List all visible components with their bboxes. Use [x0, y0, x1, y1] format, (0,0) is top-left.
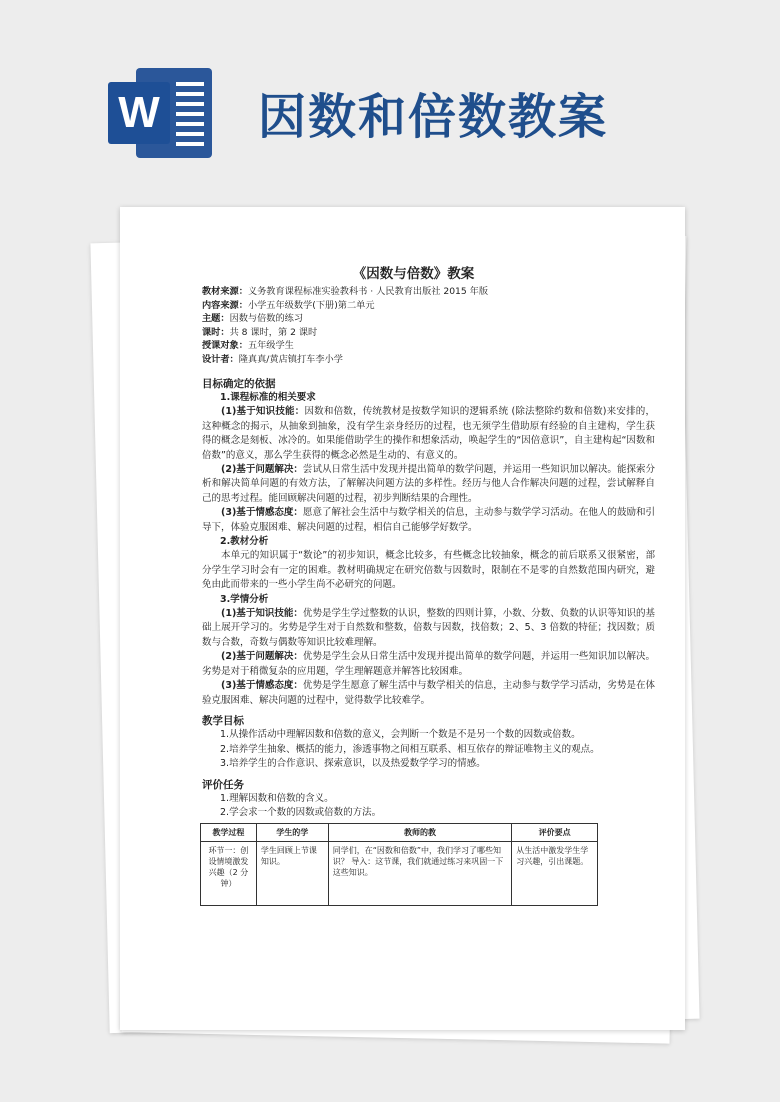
subheading-textbook: 2.教材分析	[220, 536, 269, 548]
list-item: 1.从操作活动中理解因数和倍数的意义，会判断一个数是不是另一个数的因数或倍数。	[220, 729, 581, 741]
word-app-icon	[108, 68, 212, 158]
list-item: 2.学会求一个数的因数或倍数的方法。	[220, 807, 382, 819]
table-cell-eval: 从生活中激发学生学习兴趣，引出课题。	[512, 841, 598, 905]
meta-row: 主题：因数与倍数的练习	[202, 313, 304, 325]
meta-row: 课时：共 8 课时，第 2 课时	[202, 326, 318, 338]
table-cell-student: 学生回顾上节课知识。	[256, 841, 328, 905]
meta-row: 内容来源：小学五年级数学(下册)第二单元	[202, 299, 375, 311]
paragraph: (1)基于知识技能：因数和倍数，传统教材是按数学知识的逻辑系统 (除法整除约数和倍数)来安排的，这种概念的揭示，从抽象到抽象，没有学生亲身经历的过程，也无须学生借助原有经验的自主建构，学生获得的概念是刻板、冰冷的。如果能借助学生的操作和想象活动，唤起学生的“因倍意识”，自主建构起“因数和倍数”的意义，那么学生获得的概念必然是生动的、有意义的。	[202, 406, 656, 461]
table-header: 学生的学	[256, 823, 328, 841]
banner-title: 因数和倍数教案	[258, 89, 609, 145]
paragraph: (2)基于问题解决：优势是学生会从日常生活中发现并提出简单的数学问题，并运用一些知识加以解决。劣势是对于稍微复杂的应用题，学生理解题意并解答比较困难。	[202, 651, 655, 677]
lesson-table	[200, 823, 598, 906]
subheading-learners: 3.学情分析	[220, 593, 269, 605]
document-page	[120, 207, 685, 1030]
table-header: 教学过程	[201, 823, 257, 841]
section-heading-basis: 目标确定的依据	[202, 377, 276, 390]
meta-row: 教材来源：义务教育课程标准实验教科书 · 人民教育出版社 2015 年版	[202, 286, 489, 297]
meta-row: 设计者：隆真真/黄店镇打车李小学	[202, 353, 343, 365]
subheading-standards: 1.课程标准的相关要求	[220, 391, 316, 403]
section-heading-assessment: 评价任务	[202, 778, 244, 791]
list-item: 3.培养学生的合作意识、探索意识，以及热爱数学学习的情感。	[220, 758, 486, 770]
paragraph: (1)基于知识技能：优势是学生学过整数的认识，整数的四则计算，小数、分数、负数的认识等知识的基础上展开学习的。劣势是学生对于自然数和整数，倍数与因数，找倍数；2、5、3 倍数的特征；找因数；质数与合数，奇数与偶数等知识比较难理解。	[202, 608, 655, 648]
section-heading-objectives: 教学目标	[202, 714, 244, 727]
document-title: 《因数与倍数》教案	[352, 266, 475, 282]
paragraph: 本单元的知识属于“数论”的初步知识，概念比较多，有些概念比较抽象，概念的前后联系又很紧密，部分学生学习时会有一定的困难。教材明确规定在研究倍数与因数时，限制在不是零的自然数范围内研究，避免由此而带来的一些小学生尚不必研究的问题。	[202, 550, 655, 591]
list-item: 1.理解因数和倍数的含义。	[220, 792, 334, 804]
table-header-row	[201, 823, 598, 841]
table-header: 评价要点	[512, 823, 598, 841]
meta-row: 授课对象：五年级学生	[202, 340, 294, 352]
banner	[0, 0, 780, 200]
list-item: 2.培养学生抽象、概括的能力，渗透事物之间相互联系、相互依存的辩证唯物主义的观点。	[220, 743, 600, 755]
meta-block	[202, 285, 655, 367]
paragraph: (2)基于问题解决：尝试从日常生活中发现并提出简单的数学问题，并运用一些知识加以解决。能探索分析和解决简单问题的有效方法，了解解决问题方法的多样性。经历与他人合作解决问题的过程，尝试解释自己的思考过程。能回顾解决问题的过程，初步判断结果的合理性。	[202, 464, 655, 504]
table-row	[201, 841, 598, 905]
table-header: 教师的教	[328, 823, 511, 841]
word-letter-badge: W	[108, 82, 170, 144]
paragraph: (3)基于情感态度：愿意了解社会生活中与数学相关的信息，主动参与数学学习活动。在他人的鼓励和引导下，体验克服困难、解决问题的过程，相信自己能够学好数学。	[202, 507, 655, 533]
table-cell-teacher: 同学们，在“因数和倍数”中，我们学习了哪些知识？ 导入：这节课，我们就通过练习来巩固一下这些知识。	[328, 841, 511, 905]
table-cell-stage: 环节一：创设情境激发兴趣（2 分钟）	[201, 841, 257, 905]
paragraph: (3)基于情感态度：优势是学生愿意了解生活中与数学相关的信息，主动参与数学学习活动，劣势是在体验克服困难、解决问题的过程中，觉得数学比较难学。	[202, 680, 655, 706]
